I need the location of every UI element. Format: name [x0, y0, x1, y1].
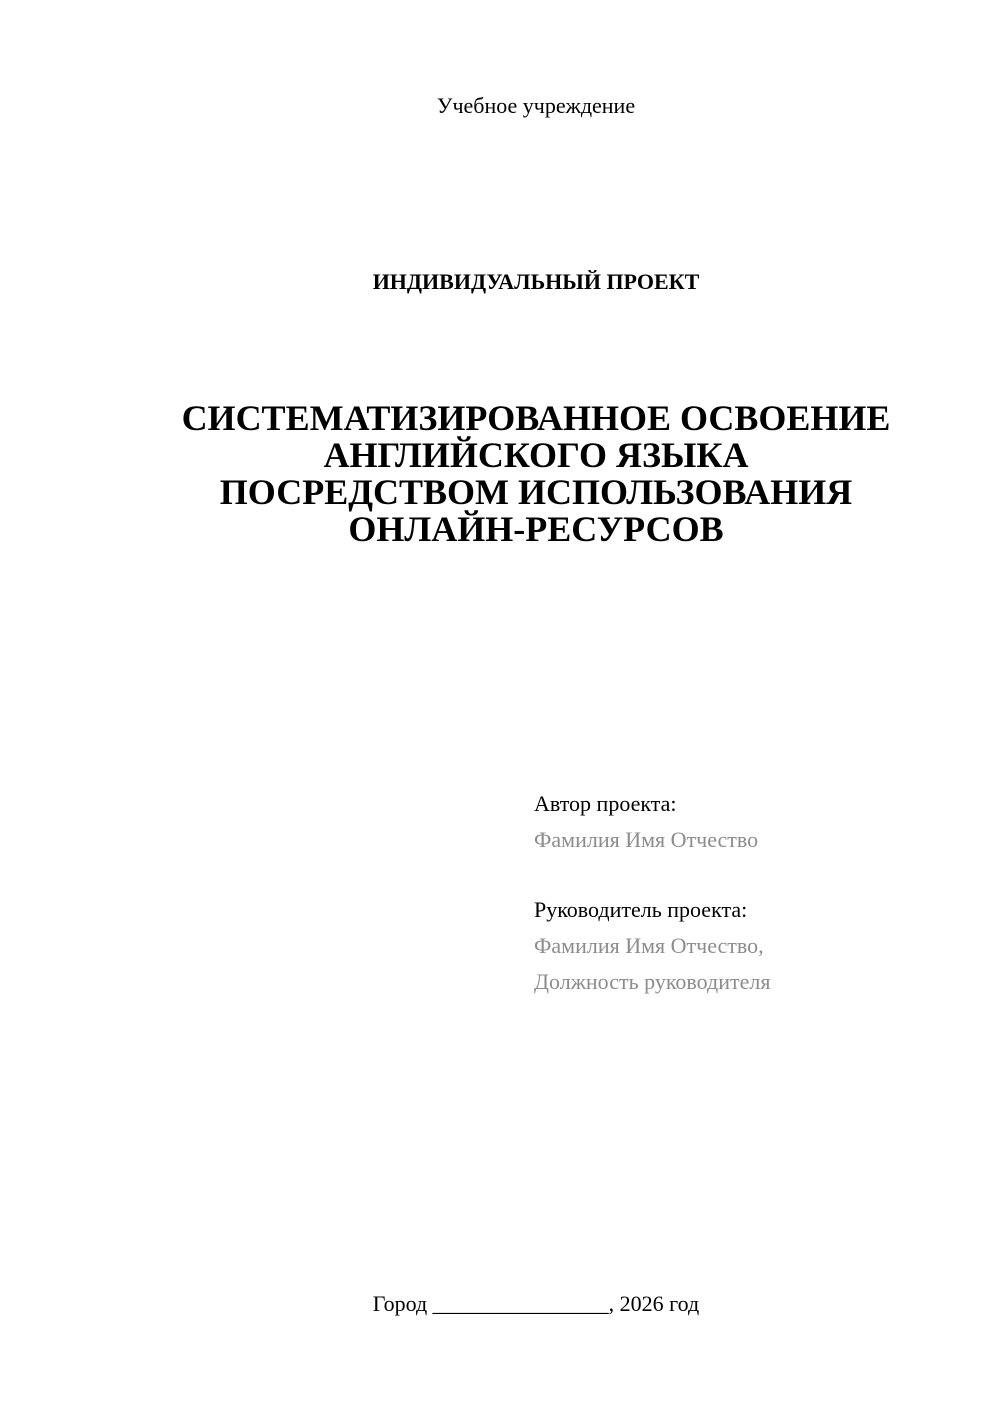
project-title-line: АНГЛИЙСКОГО ЯЗЫКА	[323, 435, 749, 475]
institution-name: Учебное учреждение	[436, 93, 636, 118]
author-label: Автор проекта:	[534, 791, 677, 816]
author-name: Фамилия Имя Отчество	[534, 827, 759, 852]
author-block	[534, 786, 758, 858]
supervisor-label: Руководитель проекта:	[534, 897, 748, 922]
project-title-line: СИСТЕМАТИЗИРОВАННОЕ ОСВОЕНИЕ	[181, 398, 891, 438]
project-title-line: ОНЛАЙН-РЕСУРСОВ	[348, 509, 724, 549]
city-year-line: Город ________________, 2026 год	[372, 1291, 700, 1316]
project-title	[0, 400, 1000, 548]
project-type-heading: ИНДИВИДУАЛЬНЫЙ ПРОЕКТ	[372, 269, 700, 294]
project-title-line: ПОСРЕДСТВОМ ИСПОЛЬЗОВАНИЯ	[219, 472, 853, 512]
supervisor-block	[534, 892, 770, 1000]
supervisor-name: Фамилия Имя Отчество,	[534, 933, 764, 958]
supervisor-position: Должность руководителя	[534, 969, 771, 994]
